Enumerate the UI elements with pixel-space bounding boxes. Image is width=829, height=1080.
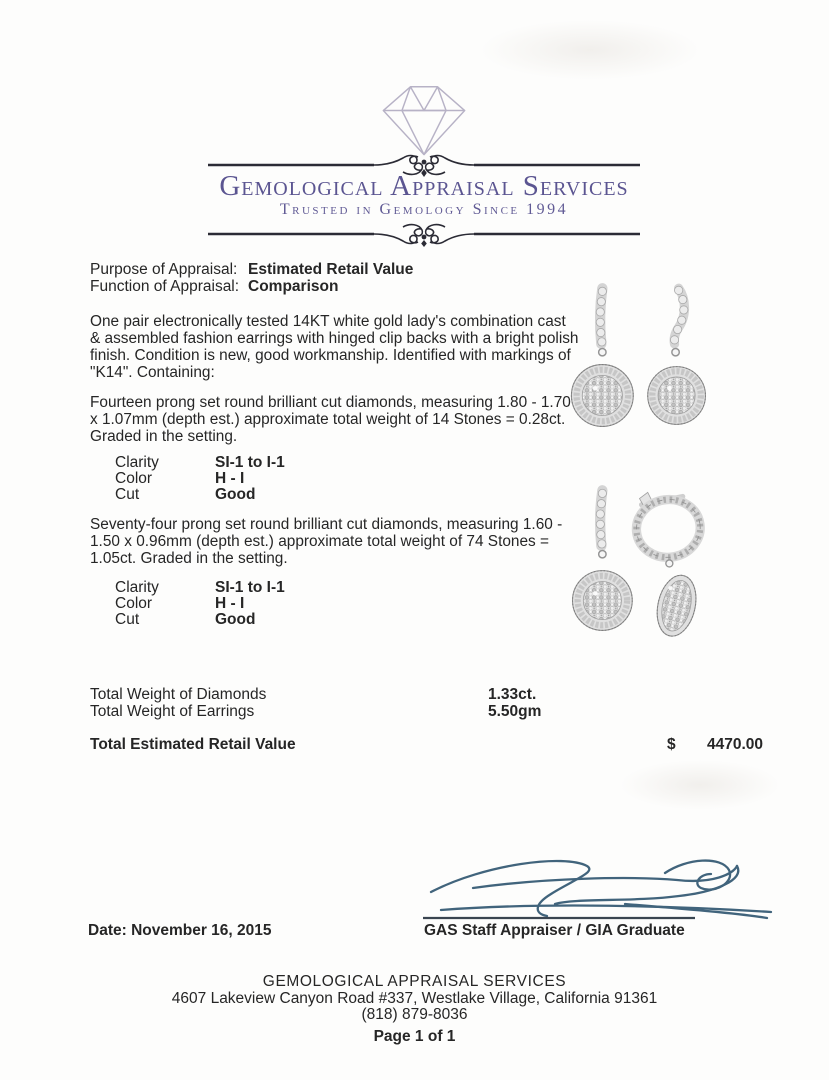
purpose-value: Estimated Retail Value: [248, 261, 414, 278]
total-label: Total Weight of Earrings: [90, 702, 255, 720]
grade-label: Color: [115, 470, 153, 488]
grand-total-row: [90, 736, 780, 754]
grade-table-2: [115, 580, 285, 629]
brand-tagline: Trusted in Gemology Since 1994: [279, 201, 569, 218]
purpose-row: [90, 262, 413, 279]
function-label: Function of Appraisal:: [90, 277, 240, 295]
grade-label: Cut: [115, 611, 140, 629]
appraiser-signature: [415, 848, 783, 922]
grade-row: [115, 580, 285, 596]
total-row: [90, 687, 780, 704]
letterhead: [205, 80, 643, 247]
purpose-label: Purpose of Appraisal:: [90, 261, 238, 278]
footer-phone: (818) 879-8036: [361, 1006, 468, 1023]
diamond-logo: [205, 80, 643, 158]
amount: 4470.00: [706, 736, 763, 753]
total-value: 5.50gm: [488, 702, 542, 720]
footer: [0, 974, 829, 1045]
brand-name: Gemological Appraisal Services: [219, 170, 629, 202]
appraiser-title: GAS Staff Appraiser / GIA Graduate: [424, 922, 685, 939]
grade-row: [115, 596, 285, 612]
diamond-group-1-description: Fourteen prong set round brilliant cut diamonds, measuring 1.80 - 1.70 x 1.07mm (depth est.) approximate total weight of 14 Stones = 0.28ct. Graded in the setting.: [90, 394, 571, 445]
appraisal-meta: [90, 262, 413, 295]
earrings-photo-front: [563, 280, 718, 450]
grade-value: SI-1 to I-1: [215, 579, 285, 596]
grade-table-1: [115, 455, 285, 504]
grade-label: Cut: [115, 486, 140, 504]
earrings-photo-side: [563, 480, 718, 655]
totals-section: [90, 687, 780, 720]
grand-total-amount: [667, 736, 763, 754]
scroll-flourish-divider: [205, 221, 643, 247]
grade-row: [115, 455, 285, 471]
grade-label: Clarity: [115, 454, 159, 471]
diamond-outline-icon: [372, 80, 476, 158]
grade-row: [115, 487, 285, 503]
earrings-side-illustration: [563, 480, 718, 650]
item-description: One pair electronically tested 14KT white gold lady's combination cast & assembled fashion earrings with hinged clip backs with a bright polish finish. Condition is new, good workmanship. Identified with markings of "K14". Containing:: [90, 313, 579, 381]
diamond-group-2-description: Seventy-four prong set round brilliant cut diamonds, measuring 1.60 - 1.50 x 0.96mm (depth est.) approximate total weight of 74 Stones = 1.05ct. Graded in the setting.: [90, 516, 563, 567]
total-row: [90, 704, 780, 721]
grade-label: Color: [115, 595, 153, 613]
grade-value: H - I: [215, 595, 245, 613]
grade-value: SI-1 to I-1: [215, 454, 285, 471]
grade-value: Good: [215, 611, 256, 629]
appraisal-date: Date: November 16, 2015: [88, 922, 272, 939]
currency-symbol: $: [667, 736, 676, 753]
page-number: Page 1 of 1: [373, 1027, 456, 1045]
grand-total-label: Total Estimated Retail Value: [90, 736, 296, 753]
total-label: Total Weight of Diamonds: [90, 686, 267, 703]
footer-address: 4607 Lakeview Canyon Road #337, Westlake Village, California 91361: [171, 989, 658, 1007]
total-value: 1.33ct.: [488, 686, 537, 703]
scan-smudge: [480, 20, 700, 80]
grade-row: [115, 471, 285, 487]
grade-value: H - I: [215, 470, 245, 488]
grade-value: Good: [215, 486, 256, 504]
grade-row: [115, 612, 285, 628]
function-row: [90, 279, 413, 296]
grade-label: Clarity: [115, 579, 159, 596]
footer-company: GEMOLOGICAL APPRAISAL SERVICES: [262, 973, 567, 990]
scan-smudge: [620, 760, 780, 810]
function-value: Comparison: [248, 277, 339, 295]
earrings-front-illustration: [563, 280, 718, 445]
